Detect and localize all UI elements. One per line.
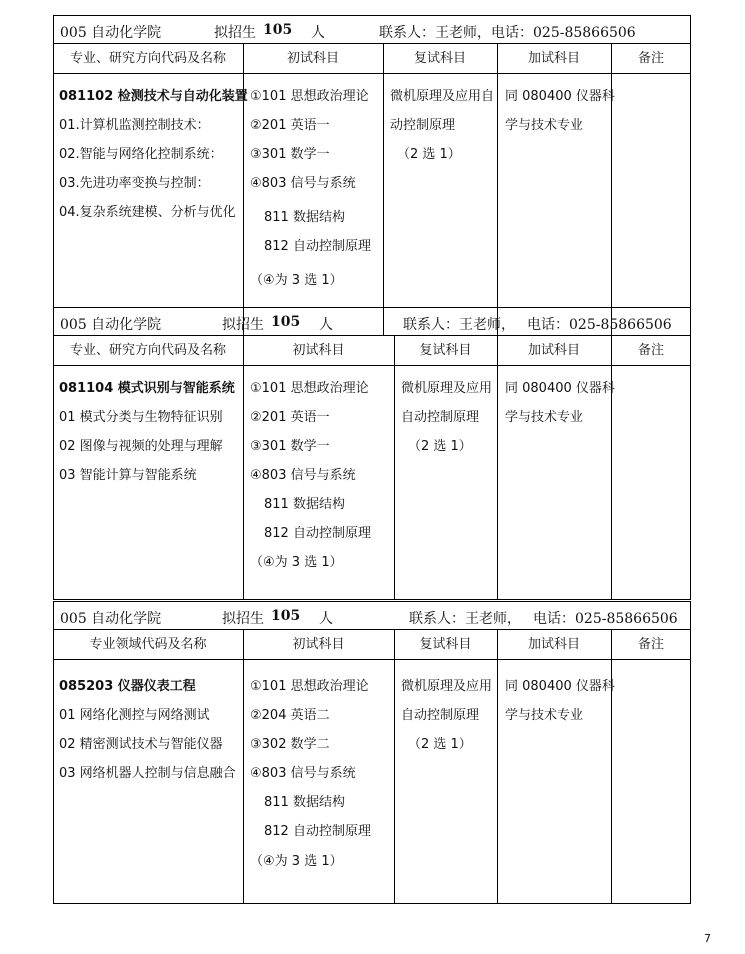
exam-subject: ③302 数学二 bbox=[250, 737, 330, 752]
contact-person: 联系人：王老师， bbox=[403, 317, 515, 333]
column-header-major: 专业、研究方向代码及名称 bbox=[69, 343, 226, 358]
research-direction: 03.先进功率变换与控制： bbox=[59, 176, 210, 191]
course-table bbox=[53, 44, 691, 335]
major-title: 081104 模式识别与智能系统 bbox=[59, 381, 235, 396]
table-column-rule bbox=[690, 630, 691, 903]
research-direction: 02 图像与视频的处理与理解 bbox=[59, 439, 223, 454]
table-column-rule bbox=[53, 630, 54, 903]
table-column-rule bbox=[611, 630, 612, 903]
school-name: 005 自动化学院 bbox=[60, 317, 162, 333]
table-column-rule bbox=[497, 336, 498, 599]
column-header-retest: 复试科目 bbox=[419, 637, 472, 652]
research-direction: 01 网络化测控与网络测试 bbox=[59, 708, 210, 723]
quota-unit: 人 bbox=[311, 25, 325, 41]
extra-subject: 同 080400 仪器科 bbox=[505, 679, 615, 694]
extra-subject: 学与技术专业 bbox=[505, 410, 584, 425]
column-header-note: 备注 bbox=[637, 343, 664, 358]
extra-subject: 同 080400 仪器科 bbox=[505, 89, 615, 104]
table-column-rule bbox=[53, 336, 54, 599]
retest-subject: 自动控制原理 bbox=[401, 708, 480, 723]
table-rule bbox=[53, 659, 691, 660]
quota-value: 105 bbox=[271, 314, 301, 330]
quota-value: 105 bbox=[263, 22, 293, 38]
research-direction: 03 智能计算与智能系统 bbox=[59, 468, 197, 483]
column-header-major: 专业、研究方向代码及名称 bbox=[69, 51, 226, 66]
research-direction: 04.复杂系统建模、分析与优化 bbox=[59, 205, 236, 220]
contact-person: 联系人：王老师， bbox=[409, 611, 521, 627]
table-rule bbox=[53, 73, 691, 74]
retest-subject: （2 选 1） bbox=[408, 737, 472, 752]
column-header-note: 备注 bbox=[637, 637, 664, 652]
page-number: 7 bbox=[704, 932, 711, 945]
column-header-extra: 加试科目 bbox=[527, 51, 580, 66]
exam-subject: 812 自动控制原理 bbox=[264, 526, 371, 541]
exam-subject: 811 数据结构 bbox=[264, 795, 345, 810]
table-column-rule bbox=[497, 630, 498, 903]
retest-subject: 微机原理及应用 bbox=[401, 679, 493, 694]
table-column-rule bbox=[53, 44, 54, 335]
quota-unit: 人 bbox=[319, 317, 333, 333]
extra-subject: 学与技术专业 bbox=[505, 708, 584, 723]
column-header-note: 备注 bbox=[637, 51, 664, 66]
table-rule bbox=[53, 599, 691, 600]
exam-subject: ②204 英语二 bbox=[250, 708, 330, 723]
admission-section bbox=[53, 601, 691, 903]
quota-label: 拟招生 bbox=[222, 317, 264, 333]
contact-phone: 电话：025-85866506 bbox=[491, 25, 636, 41]
table-column-rule bbox=[690, 336, 691, 599]
table-rule bbox=[53, 903, 691, 904]
retest-subject: 微机原理及应用自 bbox=[390, 89, 495, 104]
table-column-rule bbox=[394, 630, 395, 903]
exam-subject: ②201 英语一 bbox=[250, 410, 330, 425]
research-direction: 02.智能与网络化控制系统： bbox=[59, 147, 223, 162]
exam-subject: ①101 思想政治理论 bbox=[250, 89, 369, 104]
exam-subject: ④803 信号与系统 bbox=[250, 176, 356, 191]
column-header-major: 专业领域代码及名称 bbox=[89, 637, 207, 652]
exam-subject: （④为 3 选 1） bbox=[250, 273, 343, 288]
column-header-exam: 初试科目 bbox=[292, 343, 345, 358]
exam-subject: ①101 思想政治理论 bbox=[250, 381, 369, 396]
section-header bbox=[53, 601, 691, 630]
school-name: 005 自动化学院 bbox=[60, 611, 162, 627]
retest-subject: （2 选 1） bbox=[408, 439, 472, 454]
quota-value: 105 bbox=[271, 608, 301, 624]
retest-subject: 自动控制原理 bbox=[401, 410, 480, 425]
retest-subject: 动控制原理 bbox=[390, 118, 456, 133]
table-column-rule bbox=[394, 336, 395, 599]
column-header-exam: 初试科目 bbox=[292, 637, 345, 652]
column-header-exam: 初试科目 bbox=[286, 51, 339, 66]
quota-label: 拟招生 bbox=[222, 611, 264, 627]
admission-section bbox=[53, 307, 691, 599]
school-name: 005 自动化学院 bbox=[60, 25, 162, 41]
exam-subject: （④为 3 选 1） bbox=[250, 854, 343, 869]
research-direction: 01.计算机监测控制技术： bbox=[59, 118, 210, 133]
table-column-rule bbox=[690, 44, 691, 335]
retest-subject: 微机原理及应用 bbox=[401, 381, 493, 396]
table-column-rule bbox=[383, 44, 384, 335]
exam-subject: 811 数据结构 bbox=[264, 210, 345, 225]
exam-subject: ②201 英语一 bbox=[250, 118, 330, 133]
contact-phone: 电话：025-85866506 bbox=[527, 317, 672, 333]
exam-subject: ④803 信号与系统 bbox=[250, 468, 356, 483]
exam-subject: （④为 3 选 1） bbox=[250, 555, 343, 570]
exam-subject: 812 自动控制原理 bbox=[264, 239, 371, 254]
column-header-extra: 加试科目 bbox=[527, 343, 580, 358]
extra-subject: 学与技术专业 bbox=[505, 118, 584, 133]
course-table bbox=[53, 630, 691, 903]
table-column-rule bbox=[243, 630, 244, 903]
exam-subject: ③301 数学一 bbox=[250, 439, 330, 454]
section-header bbox=[53, 15, 691, 44]
research-direction: 02 精密测试技术与智能仪器 bbox=[59, 737, 223, 752]
exam-subject: ④803 信号与系统 bbox=[250, 766, 356, 781]
section-header bbox=[53, 307, 691, 336]
research-direction: 01 模式分类与生物特征识别 bbox=[59, 410, 223, 425]
contact-person: 联系人：王老师， bbox=[379, 25, 491, 41]
quota-unit: 人 bbox=[319, 611, 333, 627]
column-header-retest: 复试科目 bbox=[413, 51, 466, 66]
exam-subject: 812 自动控制原理 bbox=[264, 824, 371, 839]
column-header-retest: 复试科目 bbox=[419, 343, 472, 358]
column-header-extra: 加试科目 bbox=[527, 637, 580, 652]
research-direction: 03 网络机器人控制与信息融合 bbox=[59, 766, 236, 781]
table-rule bbox=[53, 365, 691, 366]
admission-section bbox=[53, 15, 691, 335]
course-table bbox=[53, 336, 691, 599]
exam-subject: ①101 思想政治理论 bbox=[250, 679, 369, 694]
extra-subject: 同 080400 仪器科 bbox=[505, 381, 615, 396]
retest-subject: （2 选 1） bbox=[397, 147, 461, 162]
major-title: 085203 仪器仪表工程 bbox=[59, 679, 196, 694]
major-title: 081102 检测技术与自动化装置 bbox=[59, 89, 248, 104]
quota-label: 拟招生 bbox=[214, 25, 256, 41]
table-column-rule bbox=[243, 336, 244, 599]
contact-phone: 电话：025-85866506 bbox=[533, 611, 678, 627]
table-column-rule bbox=[611, 336, 612, 599]
exam-subject: 811 数据结构 bbox=[264, 497, 345, 512]
table-column-rule bbox=[497, 44, 498, 335]
exam-subject: ③301 数学一 bbox=[250, 147, 330, 162]
